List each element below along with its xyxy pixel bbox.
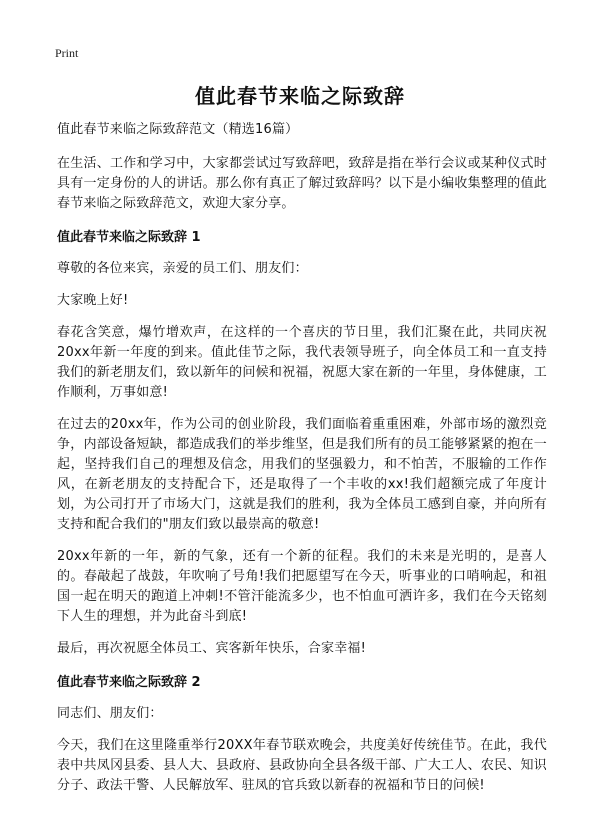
print-link[interactable]: Print	[55, 46, 79, 60]
intro-paragraph: 在生活、工作和学习中，大家都尝试过写致辞吧，致辞是指在举行会议或某种仪式时具有一定身份的人的讲话。那么你有真正了解过致辞吗？以下是小编收集整理的值此春节来临之际致辞范文，欢迎大家分享。	[57, 156, 547, 211]
paragraph: 今天，我们在这里隆重举行20XX年春节联欢晚会，共度美好传统佳节。在此，我代表中共凤冈县委、县人大、县政府、县政协向全县各级干部、广大工人、农民、知识分子、政法干警、人民解放军、驻凤的官兵致以新春的祝福和节日的问候!	[57, 738, 547, 793]
document-body	[57, 120, 547, 808]
section-2-heading: 值此春节来临之际致辞 2	[57, 675, 201, 690]
paragraph: 在过去的20xx年，作为公司的创业阶段，我们面临着重重困难，外部市场的激烈竞争，内部设备短缺，都造成我们的举步维坚，但是我们所有的员工能够紧紧的抱在一起，坚持我们自己的理想及信念，用我们的坚强毅力，和不怕苦，不服输的工作作风，在新老朋友的支持配合下，还是取得了一个丰收的xx!我们超额完成了年度计划，为公司打开了市场大门，这就是我们的胜利，我为全体员工感到自豪，并向所有支持和配合我们的"朋友们致以最崇高的敬意!	[57, 417, 547, 532]
paragraph: 大家晚上好!	[57, 293, 129, 308]
subtitle: 值此春节来临之际致辞范文（精选16篇）	[57, 122, 299, 137]
paragraph: 最后，再次祝愿全体员工、宾客新年快乐，合家幸福!	[57, 641, 367, 656]
paragraph: 尊敬的各位来宾，亲爱的员工们、朋友们：	[57, 261, 308, 276]
paragraph: 20xx年新的一年，新的气象，还有一个新的征程。我们的未来是光明的，是喜人的。春敲起了战鼓，年吹响了号角!我们把愿望写在今天，听事业的口哨响起，和祖国一起在明天的跑道上冲刺!不管汗能流多少，也不怕血可洒许多，我们在今天铭刻下人生的理想，并为此奋斗到底!	[57, 549, 547, 624]
paragraph: 春花含笑意，爆竹增欢声，在这样的一个喜庆的节日里，我们汇聚在此，共同庆祝20xx年新一年度的到来。值此佳节之际，我代表领导班子，向全体员工和一直支持我们的新老朋友们，致以新年的问候和祝福，祝愿大家在新的一年里，身体健康，工作顺利，万事如意!	[57, 325, 547, 400]
section-1-heading: 值此春节来临之际致辞 1	[57, 230, 201, 245]
paragraph: 同志们、朋友们：	[57, 706, 163, 721]
page-title: 值此春节来临之际致辞	[195, 84, 405, 108]
